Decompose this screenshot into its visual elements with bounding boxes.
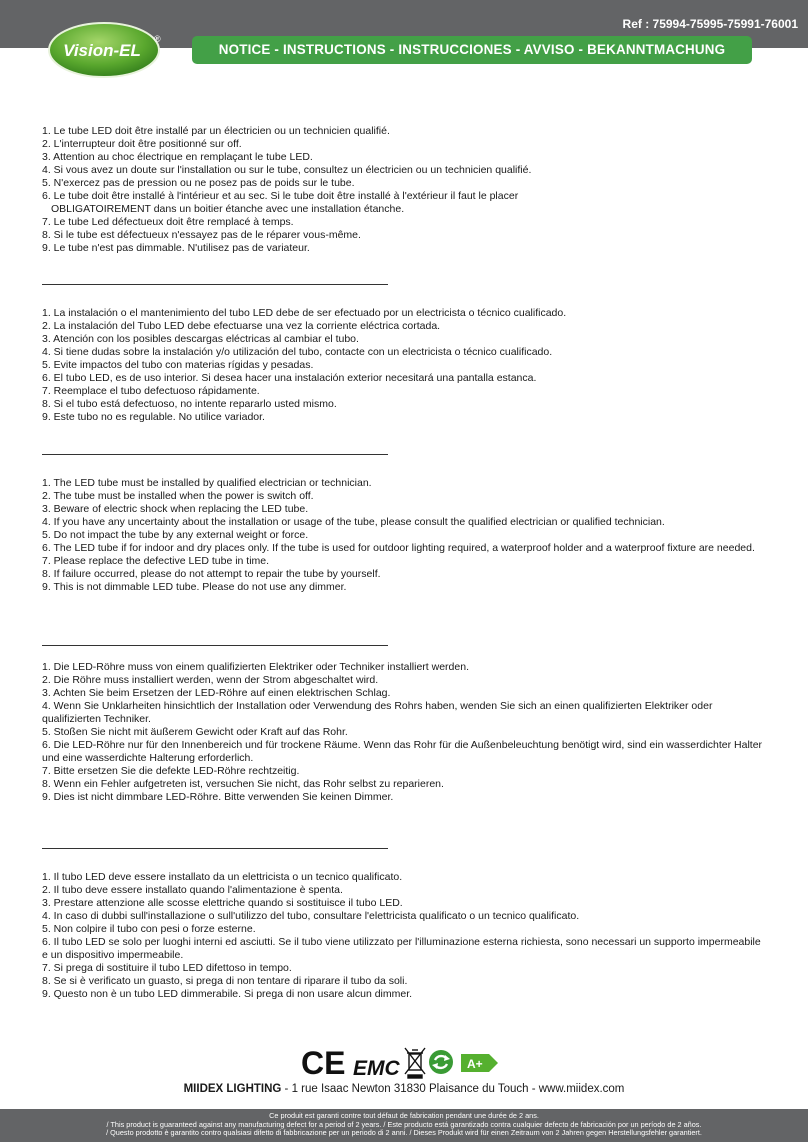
emc-mark-icon: EMC	[353, 1057, 400, 1080]
it-item: 2. Il tubo deve essere installato quando l'alimentazione è spenta.	[42, 883, 343, 896]
es-item: 5. Evite impactos del tubo con materias rígidas y pesadas.	[42, 358, 314, 371]
it-item: 5. Non colpire il tubo con pesi o forze esterne.	[42, 922, 256, 935]
section-german	[42, 661, 764, 803]
company-name: MIIDEX LIGHTING	[183, 1083, 282, 1095]
de-item: 8. Wenn ein Fehler aufgetreten ist, versuchen Sie nicht, das Rohr selbst zu reparieren.	[42, 777, 444, 790]
weee-bin-icon	[405, 1048, 425, 1078]
warranty-footer	[0, 1109, 808, 1142]
de-item: 2. Die Röhre muss installiert werden, wenn der Strom abgeschaltet wird.	[42, 673, 379, 686]
warranty-line: / Questo prodotto è garantito contro qualsiasi difetto di fabbricazione per un periodo di 2 anni. / Dieses Produkt wird für einen Zeitraum von 2 Jahren gegen Herstellungsfehler garantiert.	[106, 1128, 702, 1138]
en-item: 1. The LED tube must be installed by qualified electrician or technician.	[42, 477, 372, 489]
fr-item: 4. Si vous avez un doute sur l'installation ou sur le tube, consultez un électricien ou un technicien qualifié.	[42, 163, 532, 176]
es-item: 8. Si el tubo está defectuoso, no intente repararlo usted mismo.	[42, 397, 337, 410]
it-item: 4. In caso di dubbi sull'installazione o sull'utilizzo del tubo, consultare l'elettricista qualificato o un tecnico qualificato.	[42, 909, 580, 922]
en-item: 6. The LED tube if for indoor and dry places only. If the tube is used for outdoor lighting required, a waterproof holder and a waterproof fixture are needed.	[42, 541, 755, 554]
es-item: 3. Atención con los posibles descargas eléctricas al cambiar el tubo.	[42, 332, 359, 345]
section-divider	[42, 848, 388, 849]
warranty-line: / This product is guaranteed against any manufacturing defect for a period of 2 years. / Este producto está garantizado contra cualquier defecto de fabricación por un período de 2 años.	[106, 1119, 702, 1129]
fr-item: 8. Si le tube est défectueux n'essayez pas de le réparer vous-même.	[42, 228, 361, 241]
fr-item: OBLIGATOIREMENT dans un boitier étanche avec une installation étanche.	[51, 202, 405, 215]
it-item: 3. Prestare attenzione alle scosse elettriche quando si sostituisce il tubo LED.	[42, 896, 403, 909]
fr-item: 7. Le tube Led défectueux doit être remplacé à temps.	[42, 215, 294, 228]
en-item: 4. If you have any uncertainty about the installation or usage of the tube, please consult the qualified electrician or qualified technician.	[42, 515, 665, 528]
warranty-line: Ce produit est garanti contre tout défaut de fabrication pendant une durée de 2 ans.	[269, 1111, 539, 1120]
es-item: 6. El tubo LED, es de uso interior. Si desea hacer una instalación exterior necesitará una pantalla estanca.	[42, 371, 537, 384]
it-item: 9. Questo non è un tubo LED dimmerabile. Si prega di non usare alcun dimmer.	[42, 987, 413, 1000]
it-item: 8. Se si è verificato un guasto, si prega di non tentare di riparare il tubo da soli.	[42, 974, 408, 987]
en-item: 9. This is not dimmable LED tube. Please do not use any dimmer.	[42, 580, 347, 593]
en-item: 3. Beware of electric shock when replacing the LED tube.	[42, 502, 309, 515]
energy-class-label: A+	[467, 1057, 483, 1071]
section-french	[42, 125, 764, 255]
certification-marks	[301, 1044, 501, 1080]
de-item: 6. Die LED-Röhre nur für den Innenbereich und für trockene Räume. Wenn das Rohr für die Außenbeleuchtung benötigt wird, sind ein wasserdichter Halter und eine wasserdichte Halterung erforderlich.	[42, 738, 763, 764]
es-item: 1. La instalación o el mantenimiento del tubo LED debe de ser efectuado por un electricista o técnico cualificado.	[42, 307, 567, 319]
section-italian	[42, 871, 764, 1001]
section-divider	[42, 284, 388, 285]
section-english	[42, 477, 764, 594]
energy-class-icon	[461, 1054, 498, 1072]
section-spanish	[42, 307, 764, 424]
section-divider	[42, 454, 388, 455]
es-item: 9. Este tubo no es regulable. No utilice variador.	[42, 410, 265, 423]
fr-item: 2. L'interrupteur doit être positionné sur off.	[42, 137, 242, 150]
de-item: 4. Wenn Sie Unklarheiten hinsichtlich der Installation oder Verwendung des Rohrs haben, wenden Sie sich an einen qualifizierten Elektriker oder qualifizierten Techniker.	[42, 699, 713, 725]
de-item: 3. Achten Sie beim Ersetzen der LED-Röhre auf einen elektrischen Schlag.	[42, 686, 391, 699]
en-item: 8. If failure occurred, please do not attempt to repair the tube by yourself.	[42, 567, 381, 580]
es-item: 4. Si tiene dudas sobre la instalación y/o utilización del tubo, contacte con un electricista o técnico cualificado.	[42, 345, 553, 358]
vision-el-logo	[48, 20, 164, 78]
es-item: 2. La instalación del Tubo LED debe efectuarse una vez la corriente eléctrica cortada.	[42, 319, 441, 332]
fr-item: 6. Le tube doit être installé à l'intérieur et au sec. Si le tube doit être installé à l'extérieur il faut le placer	[42, 189, 519, 202]
de-item: 9. Dies ist nicht dimmbare LED-Röhre. Bitte verwenden Sie keinen Dimmer.	[42, 790, 394, 803]
reference-number: Ref : 75994-75995-75991-76001	[622, 17, 798, 31]
en-item: 5. Do not impact the tube by any external weight or force.	[42, 528, 309, 541]
company-address	[0, 1083, 808, 1095]
section-divider	[42, 645, 388, 646]
es-item: 7. Reemplace el tubo defectuoso rápidamente.	[42, 384, 260, 397]
fr-item: 9. Le tube n'est pas dimmable. N'utilisez pas de variateur.	[42, 241, 310, 254]
de-item: 7. Bitte ersetzen Sie die defekte LED-Röhre rechtzeitig.	[42, 764, 300, 777]
logo-text: Vision-EL	[63, 41, 141, 60]
fr-item: 5. N'exercez pas de pression ou ne posez pas de poids sur le tube.	[42, 176, 355, 189]
de-item: 5. Stoßen Sie nicht mit äußerem Gewicht oder Kraft auf das Rohr.	[42, 725, 348, 738]
it-item: 7. Si prega di sostituire il tubo LED difettoso in tempo.	[42, 961, 292, 974]
en-item: 7. Please replace the defective LED tube in time.	[42, 554, 270, 567]
fr-item: 3. Attention au choc électrique en remplaçant le tube LED.	[42, 150, 313, 163]
it-item: 6. Il tubo LED se solo per luoghi interni ed asciutti. Se il tubo viene utilizzato per l'illuminazione esterna richiesta, sono necessari un supporto impermeabile e un dispositivo impermeabile.	[42, 935, 761, 961]
fr-item: 1. Le tube LED doit être installé par un électricien ou un technicien qualifié.	[42, 125, 390, 137]
de-item: 1. Die LED-Röhre muss von einem qualifizierten Elektriker oder Techniker installiert werden.	[42, 661, 469, 673]
ce-mark-icon: CE	[301, 1045, 346, 1080]
address-line: - 1 rue Isaac Newton 31830 Plaisance du Touch - www.miidex.com	[281, 1083, 625, 1095]
recycle-icon	[429, 1050, 453, 1074]
en-item: 2. The tube must be installed when the power is switch off.	[42, 489, 314, 502]
title-banner: NOTICE - INSTRUCTIONS - INSTRUCCIONES - AVVISO - BEKANNTMACHUNG	[192, 36, 752, 64]
it-item: 1. Il tubo LED deve essere installato da un elettricista o un tecnico qualificato.	[42, 871, 403, 883]
logo-registered-mark: ®	[154, 34, 161, 44]
